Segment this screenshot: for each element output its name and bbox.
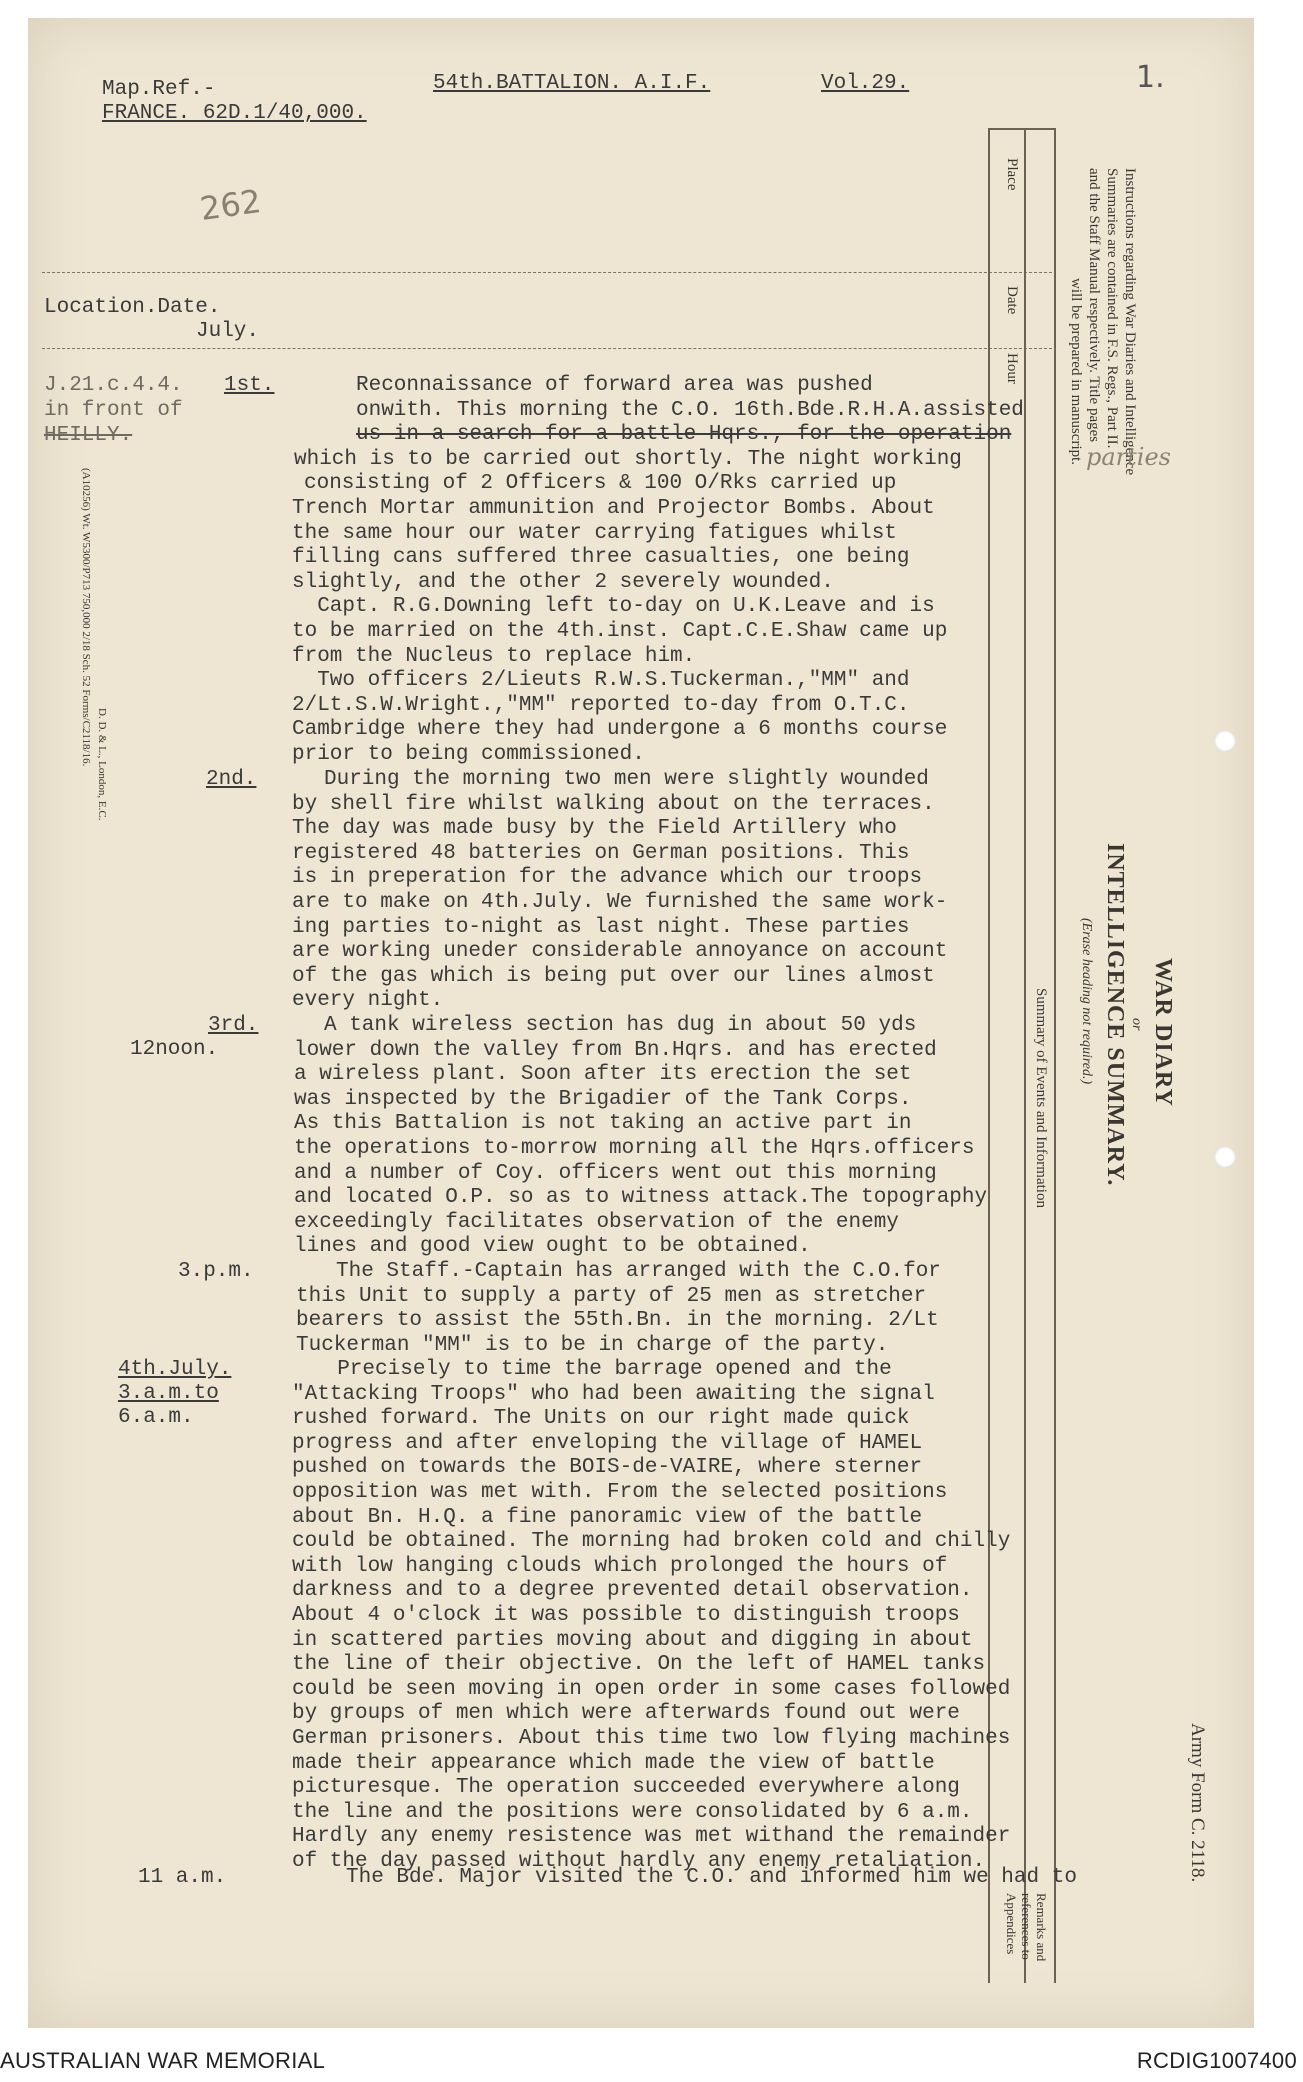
entry-line: the operations to-morrow morning all the Hqrs.officers xyxy=(294,1136,975,1160)
entry-line: rushed forward. The Units on our right made quick xyxy=(292,1407,910,1431)
entry-line: are to make on 4th.July. We furnished the same work- xyxy=(292,890,948,914)
entry-line: Hardly any enemy resistence was met withand the remainder xyxy=(292,1825,1011,1849)
entry-line: Tuckerman "MM" is to be in charge of the party. xyxy=(296,1333,889,1357)
entry-line: The day was made busy by the Field Artillery who xyxy=(292,817,897,841)
entry-line: 2/Lt.S.W.Wright.,"MM" reported to-day from O.T.C. xyxy=(292,693,910,717)
entry-line: The Staff.-Captain has arranged with the C.O.for xyxy=(336,1260,941,1283)
instructions-line: Summaries are contained in F.S. Regs., Part II. xyxy=(1104,168,1120,449)
entry-line: pushed on towards the BOIS-de-VAIRE, where sterner xyxy=(292,1456,923,1480)
hour-label-3pm: 3.p.m. xyxy=(178,1260,254,1283)
unit-title: 54th.BATTALION. A.I.F. xyxy=(433,72,711,95)
entry-line: lower down the valley from Bn.Hqrs. and has erected xyxy=(294,1038,937,1062)
entry-line: about Bn. H.Q. a fine panoramic view of the battle xyxy=(292,1505,923,1529)
entry-line: the line of their objective. On the left of HAMEL tanks xyxy=(292,1653,986,1677)
entry-line: progress and after enveloping the village of HAMEL xyxy=(292,1431,923,1455)
date-label-2nd: 2nd. xyxy=(206,768,257,791)
entry-line: and located O.P. so as to witness attack.The topography xyxy=(294,1186,988,1210)
printer-imprint: D. D. & L., London, E.C. xyxy=(96,708,108,821)
hour-label-3am: 3.a.m.to xyxy=(118,1382,219,1405)
entry-line: ing parties to-night as last night. These parties xyxy=(292,915,910,939)
instructions-line: Instructions regarding War Diaries and Intelligence xyxy=(1122,168,1138,476)
entry-line: picturesque. The operation succeeded everywhere along xyxy=(292,1776,960,1800)
entry-line: registered 48 batteries on German positions. This xyxy=(292,841,910,865)
title-or: or xyxy=(1129,1018,1144,1031)
pencil-note: parties xyxy=(1086,443,1171,471)
army-form: Army Form C. 2118. xyxy=(1187,1723,1208,1883)
punch-hole xyxy=(1214,1146,1236,1168)
entry-3rd xyxy=(294,1014,987,1260)
entry-line: a wireless plant. Soon after its erection the set xyxy=(294,1063,912,1087)
hour-label-11am: 11 a.m. xyxy=(138,1866,227,1889)
top-rule xyxy=(988,128,1054,130)
entry-line: The Bde. Major visited the C.O. and informed him we had to xyxy=(346,1866,1077,1889)
entry-line: by groups of men which were afterwards found out were xyxy=(292,1702,960,1726)
entry-line: to be married on the 4th.inst. Capt.C.E.Shaw came up xyxy=(292,619,948,643)
entry-line: by shell fire whilst walking about on the terraces. xyxy=(292,792,935,816)
entry-line: the line and the positions were consolidated by 6 a.m. xyxy=(292,1800,973,1824)
footer-record-id: RCDIG1007400 xyxy=(1136,2048,1297,2073)
entry-line: from the Nucleus to replace him. xyxy=(292,644,696,668)
pencil-number: 262 xyxy=(197,181,264,229)
entry-line: darkness and to a degree prevented detail observation. xyxy=(292,1579,973,1603)
entry-line: which is to be carried out shortly. The night working xyxy=(294,447,962,471)
heading-rule xyxy=(42,272,1052,273)
entry-line: us in a search for a battle Hqrs., for the operation xyxy=(356,423,1012,447)
heading-rule xyxy=(42,348,1052,349)
diary-page xyxy=(28,18,1254,2028)
entry-line: German prisoners. About this time two low flying machines xyxy=(292,1726,1011,1750)
col-place-label: Place xyxy=(1004,158,1020,191)
entry-line: with low hanging clouds which prolonged the hours of xyxy=(292,1554,948,1578)
location-line: in front of xyxy=(44,399,183,422)
column-rule xyxy=(1024,128,1026,1983)
entry-line: onwith. This morning the C.O. 16th.Bde.R.H.A.assisted xyxy=(356,398,1024,422)
entry-line: opposition was met with. From the selected positions xyxy=(292,1480,948,1504)
entry-line: Capt. R.G.Downing left to-day on U.K.Leave and is xyxy=(292,595,935,619)
entry-line: Trench Mortar ammunition and Projector Bombs. About xyxy=(292,496,935,520)
entry-line: are working uneder considerable annoyance on account xyxy=(292,940,948,964)
entry-line: About 4 o'clock it was possible to distinguish troops xyxy=(292,1603,960,1627)
entry-line: made their appearance which made the view of battle xyxy=(292,1751,935,1775)
date-label-3rd: 3rd. xyxy=(208,1014,259,1037)
location-place: HEILLY. xyxy=(44,424,133,447)
entry-11am xyxy=(346,1866,1077,1891)
punch-hole xyxy=(1214,730,1236,752)
entry-line: was inspected by the Brigadier of the Tank Corps. xyxy=(294,1087,912,1111)
entry-line: Precisely to time the barrage opened and the xyxy=(312,1358,892,1381)
map-ref-sheet: FRANCE. 62D.1/40,000. xyxy=(102,102,367,125)
entry-line: "Attacking Troops" who had been awaiting the signal xyxy=(292,1382,935,1406)
entry-line: A tank wireless section has dug in about 50 yds xyxy=(324,1014,917,1037)
column-rule xyxy=(1054,128,1056,1983)
entry-2nd xyxy=(292,768,947,1014)
title-note: (Erase heading not required.) xyxy=(1079,918,1094,1085)
entry-line: this Unit to supply a party of 25 men as stretcher xyxy=(296,1284,927,1308)
col-hour-label: Hour xyxy=(1004,353,1020,384)
footer-archive: AUSTRALIAN WAR MEMORIAL xyxy=(0,2048,326,2073)
entry-line: Two officers 2/Lieuts R.W.S.Tuckerman.,"MM" and xyxy=(292,669,910,693)
entry-1st xyxy=(292,374,1024,768)
entry-line: bearers to assist the 55th.Bn. in the morning. 2/Lt xyxy=(296,1309,939,1333)
entry-line: in scattered parties moving about and digging in about xyxy=(292,1628,973,1652)
entry-line: of the gas which is being put over our lines almost xyxy=(292,964,935,988)
entry-line: and a number of Coy. officers went out this morning xyxy=(294,1161,937,1185)
entry-line: filling cans suffered three casualties, one being xyxy=(292,546,910,570)
col-date-label: Date xyxy=(1004,286,1020,315)
entry-line: Cambridge where they had undergone a 6 months course xyxy=(292,718,948,742)
entry-line: prior to being commissioned. xyxy=(292,742,645,766)
entry-4th-july xyxy=(292,1358,1010,1874)
date-label-1st: 1st. xyxy=(224,374,275,397)
date-label-4th: 4th.July. xyxy=(118,1358,232,1381)
entry-line: could be seen moving in open order in some cases followed xyxy=(292,1677,1011,1701)
hour-label-noon: 12noon. xyxy=(130,1038,219,1061)
entry-line: every night. xyxy=(292,989,444,1013)
entry-line: of the day passed without hardly any enemy retaliation. xyxy=(292,1849,986,1873)
instructions-line: will be prepared in manuscript. xyxy=(1068,278,1084,466)
title-war-diary: WAR DIARY xyxy=(1150,958,1176,1107)
entry-line: exceedingly facilitates observation of the enemy xyxy=(294,1210,899,1234)
location-grid-ref: J.21.c.4.4. xyxy=(44,374,183,397)
entry-line: lines and good view ought to be obtained. xyxy=(294,1235,811,1259)
page-mark: 1. xyxy=(1136,60,1165,95)
printer-imprint: (A10256) Wt. W5300/P713 750,000 2/18 Sch. 52 Forms/C2118/16. xyxy=(80,468,92,767)
location-date-heading: Location.Date. xyxy=(44,296,221,319)
entry-line: As this Battalion is not taking an active part in xyxy=(294,1112,912,1136)
entry-line: could be obtained. The morning had broken cold and chilly xyxy=(292,1530,1011,1554)
volume: Vol.29. xyxy=(821,72,910,95)
hour-label-6am: 6.a.m. xyxy=(118,1406,194,1429)
col-summary-label: Summary of Events and Information xyxy=(1033,988,1049,1208)
instructions-line: and the Staff Manual respectively. Title pages xyxy=(1086,168,1102,443)
entry-line: is in preperation for the advance which our troops xyxy=(292,866,923,890)
entry-line: During the morning two men were slightly wounded xyxy=(324,768,929,791)
title-intelligence-summary: INTELLIGENCE SUMMARY. xyxy=(1102,843,1128,1187)
entry-line: Reconnaissance of forward area was pushed xyxy=(356,374,873,397)
entry-3pm xyxy=(296,1260,941,1358)
col-remarks-label: Remarks and references to Appendices xyxy=(1004,1893,1049,1962)
month-heading: July. xyxy=(196,320,260,343)
map-ref: Map.Ref.- xyxy=(102,78,216,101)
entry-line: slightly, and the other 2 severely wounded. xyxy=(292,570,834,594)
entry-line: the same hour our water carrying fatigues whilst xyxy=(292,521,897,545)
entry-line: consisting of 2 Officers & 100 O/Rks carried up xyxy=(304,472,897,496)
